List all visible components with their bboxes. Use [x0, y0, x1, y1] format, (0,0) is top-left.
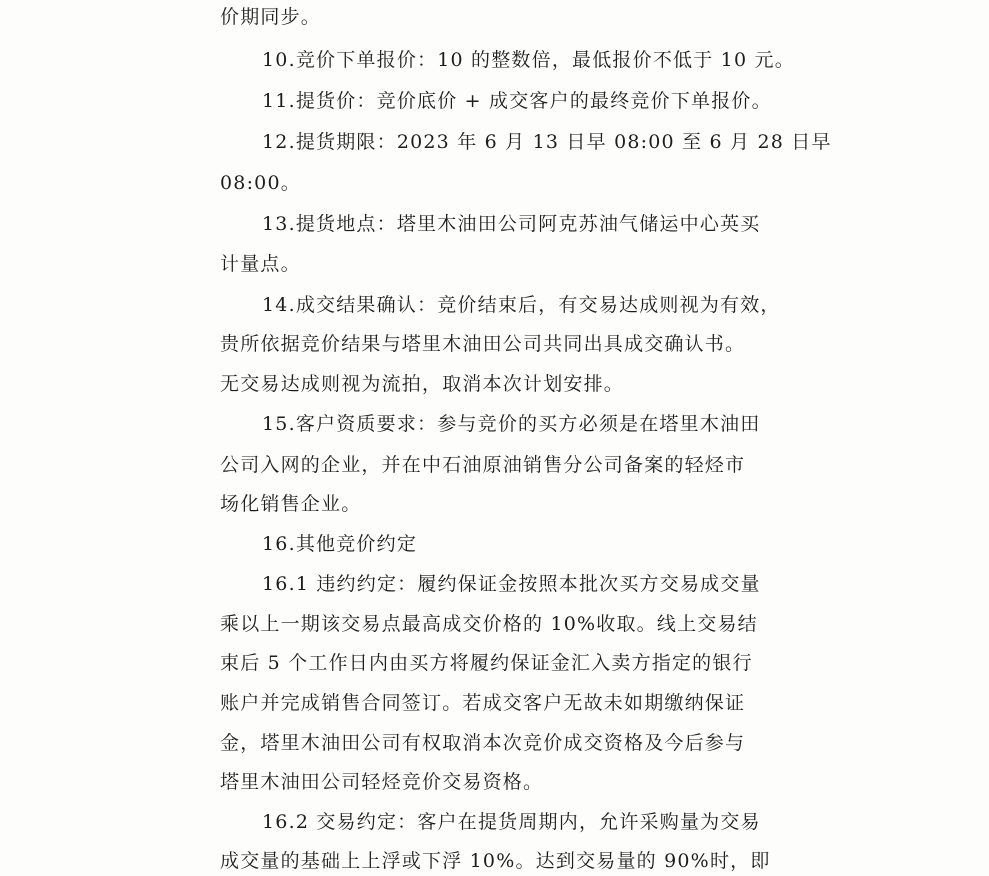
text-line: 计量点。: [220, 253, 301, 275]
text-line: 场化销售企业。: [220, 493, 362, 515]
text-line: 11.提货价：竞价底价 + 成交客户的最终竞价下单报价。: [262, 90, 772, 112]
text-line: 16.2 交易约定：客户在提货周期内，允许采购量为交易: [262, 811, 761, 833]
text-line: 乘以上一期该交易点最高成交价格的 10%收取。线上交易结: [220, 613, 758, 635]
text-line: 13.提货地点：塔里木油田公司阿克苏油气储运中心英买: [262, 213, 761, 235]
text-line: 成交量的基础上上浮或下浮 10%。达到交易量的 90%时，即: [220, 850, 771, 872]
text-line: 账户并完成销售合同签订。若成交客户无故未如期缴纳保证: [220, 692, 746, 714]
text-line: 无交易达成则视为流拍，取消本次计划安排。: [220, 373, 625, 395]
text-line: 束后 5 个工作日内由买方将履约保证金汇入卖方指定的银行: [220, 652, 753, 674]
text-line: 16.其他竞价约定: [262, 533, 418, 555]
text-line: 16.1 违约约定：履约保证金按照本批次买方交易成交量: [262, 573, 761, 595]
text-line: 金，塔里木油田公司有权取消本次竞价成交资格及今后参与: [220, 732, 746, 754]
text-line: 14.成交结果确认：竞价结束后，有交易达成则视为有效，: [262, 294, 781, 316]
text-line: 15.客户资质要求：参与竞价的买方必须是在塔里木油田: [262, 413, 761, 435]
text-line: 12.提货期限：2023 年 6 月 13 日早 08:00 至 6 月 28 日早: [262, 131, 832, 153]
text-line: 价期同步。: [220, 6, 322, 28]
text-line: 08:00。: [220, 172, 301, 194]
text-line: 10.竞价下单报价：10 的整数倍，最低报价不低于 10 元。: [262, 49, 795, 71]
text-line: 塔里木油田公司轻烃竞价交易资格。: [220, 771, 544, 793]
text-line: 公司入网的企业，并在中石油原油销售分公司备案的轻烃市: [220, 454, 746, 476]
text-line: 贵所依据竞价结果与塔里木油田公司共同出具成交确认书。: [220, 333, 746, 355]
